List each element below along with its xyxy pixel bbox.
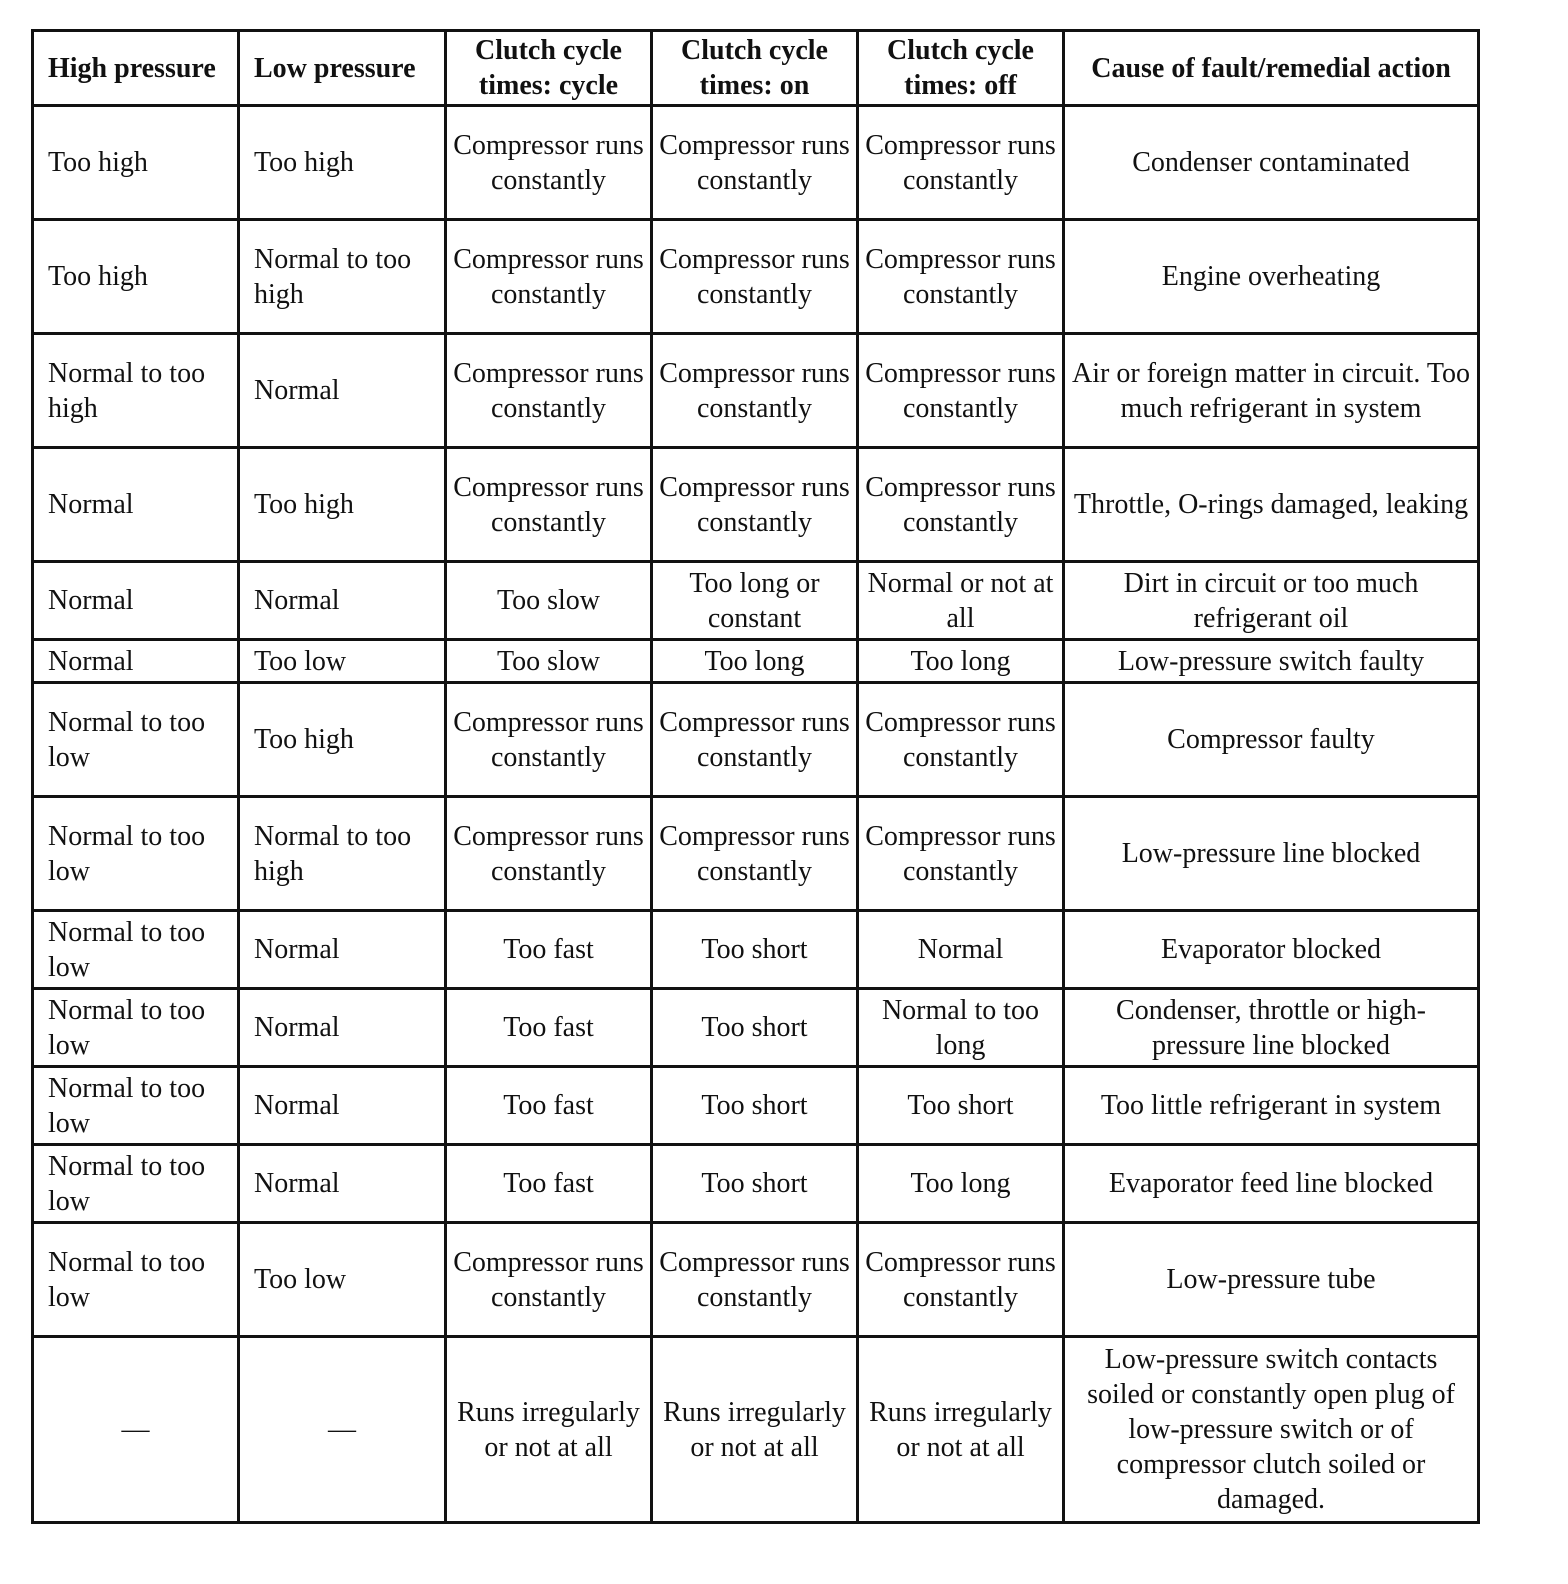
table-row — [33, 562, 1479, 640]
cell-high-pressure: Normal to too low — [33, 1145, 239, 1223]
cell-cause: Condenser contaminated — [1064, 106, 1479, 220]
cell-high-pressure: Normal — [33, 640, 239, 683]
cell-clutch-on: Compressor runs constantly — [652, 220, 858, 334]
cell-clutch-off: Compressor runs constantly — [858, 448, 1064, 562]
cell-cause: Dirt in circuit or too much refrigerant oil — [1064, 562, 1479, 640]
table-row — [33, 797, 1479, 911]
cell-high-pressure: Normal to too low — [33, 1067, 239, 1145]
cell-clutch-on: Compressor runs constantly — [652, 1223, 858, 1337]
cell-clutch-cycle: Compressor runs constantly — [446, 797, 652, 911]
table-header-row — [33, 31, 1479, 106]
header-clutch-cycle: Clutch cycle times: cycle — [446, 31, 652, 106]
header-clutch-off: Clutch cycle times: off — [858, 31, 1064, 106]
header-low-pressure: Low pressure — [239, 31, 446, 106]
table-row — [33, 1145, 1479, 1223]
table-body — [33, 106, 1479, 1523]
cell-cause: Low-pressure switch contacts soiled or constantly open plug of low-pressure switch or of compressor clutch soiled or damaged. — [1064, 1337, 1479, 1523]
cell-clutch-off: Too short — [858, 1067, 1064, 1145]
cell-clutch-cycle: Compressor runs constantly — [446, 106, 652, 220]
cell-cause: Low-pressure line blocked — [1064, 797, 1479, 911]
cell-low-pressure: Normal — [239, 989, 446, 1067]
cell-cause: Evaporator blocked — [1064, 911, 1479, 989]
cell-cause: Engine overheating — [1064, 220, 1479, 334]
cell-clutch-on: Compressor runs constantly — [652, 797, 858, 911]
table-row — [33, 1337, 1479, 1523]
cell-clutch-on: Compressor runs constantly — [652, 448, 858, 562]
header-cause: Cause of fault/remedial action — [1064, 31, 1479, 106]
cell-clutch-cycle: Too fast — [446, 1145, 652, 1223]
cell-clutch-on: Too short — [652, 911, 858, 989]
cell-clutch-on: Too long or constant — [652, 562, 858, 640]
table-row — [33, 1223, 1479, 1337]
cell-clutch-cycle: Compressor runs constantly — [446, 334, 652, 448]
cell-low-pressure: Normal — [239, 1145, 446, 1223]
cell-clutch-cycle: Compressor runs constantly — [446, 1223, 652, 1337]
cell-low-pressure: Normal to too high — [239, 797, 446, 911]
table-row — [33, 989, 1479, 1067]
cell-clutch-on: Compressor runs constantly — [652, 106, 858, 220]
cell-clutch-cycle: Too fast — [446, 989, 652, 1067]
cell-clutch-off: Compressor runs constantly — [858, 683, 1064, 797]
cell-clutch-off: Too long — [858, 1145, 1064, 1223]
cell-low-pressure: Normal to too high — [239, 220, 446, 334]
cell-clutch-off: Compressor runs constantly — [858, 106, 1064, 220]
cell-high-pressure: Normal — [33, 562, 239, 640]
cell-high-pressure: Too high — [33, 220, 239, 334]
fault-diagnosis-table — [31, 29, 1480, 1524]
cell-cause: Low-pressure tube — [1064, 1223, 1479, 1337]
cell-clutch-on: Too short — [652, 1145, 858, 1223]
cell-low-pressure: Too low — [239, 640, 446, 683]
cell-high-pressure: Normal — [33, 448, 239, 562]
cell-clutch-off: Compressor runs constantly — [858, 220, 1064, 334]
cell-cause: Too little refrigerant in system — [1064, 1067, 1479, 1145]
table-row — [33, 334, 1479, 448]
cell-low-pressure: Too low — [239, 1223, 446, 1337]
cell-clutch-on: Compressor runs constantly — [652, 683, 858, 797]
cell-cause: Low-pressure switch faulty — [1064, 640, 1479, 683]
cell-clutch-off: Compressor runs constantly — [858, 797, 1064, 911]
cell-high-pressure: Normal to too low — [33, 1223, 239, 1337]
cell-low-pressure: Normal — [239, 334, 446, 448]
cell-clutch-on: Too short — [652, 1067, 858, 1145]
cell-clutch-cycle: Too fast — [446, 1067, 652, 1145]
cell-cause: Evaporator feed line blocked — [1064, 1145, 1479, 1223]
cell-low-pressure: Too high — [239, 448, 446, 562]
cell-clutch-on: Compressor runs constantly — [652, 334, 858, 448]
cell-low-pressure: — — [239, 1337, 446, 1523]
table-row — [33, 640, 1479, 683]
cell-high-pressure: — — [33, 1337, 239, 1523]
cell-high-pressure: Normal to too high — [33, 334, 239, 448]
cell-clutch-off: Normal to too long — [858, 989, 1064, 1067]
cell-cause: Compressor faulty — [1064, 683, 1479, 797]
cell-high-pressure: Normal to too low — [33, 989, 239, 1067]
cell-clutch-off: Normal or not at all — [858, 562, 1064, 640]
table-row — [33, 106, 1479, 220]
cell-clutch-on: Runs irregularly or not at all — [652, 1337, 858, 1523]
cell-clutch-off: Runs irregularly or not at all — [858, 1337, 1064, 1523]
header-clutch-on: Clutch cycle times: on — [652, 31, 858, 106]
table-row — [33, 448, 1479, 562]
cell-cause: Condenser, throttle or high-pressure line blocked — [1064, 989, 1479, 1067]
cell-clutch-off: Compressor runs constantly — [858, 334, 1064, 448]
cell-clutch-cycle: Compressor runs constantly — [446, 448, 652, 562]
table-row — [33, 911, 1479, 989]
table-row — [33, 220, 1479, 334]
cell-clutch-on: Too long — [652, 640, 858, 683]
cell-clutch-cycle: Too fast — [446, 911, 652, 989]
cell-high-pressure: Normal to too low — [33, 683, 239, 797]
cell-clutch-off: Normal — [858, 911, 1064, 989]
cell-clutch-cycle: Too slow — [446, 640, 652, 683]
cell-low-pressure: Normal — [239, 1067, 446, 1145]
cell-clutch-on: Too short — [652, 989, 858, 1067]
cell-low-pressure: Normal — [239, 911, 446, 989]
cell-high-pressure: Normal to too low — [33, 911, 239, 989]
cell-high-pressure: Too high — [33, 106, 239, 220]
cell-cause: Air or foreign matter in circuit. Too much refrigerant in system — [1064, 334, 1479, 448]
cell-clutch-cycle: Compressor runs constantly — [446, 220, 652, 334]
cell-clutch-off: Compressor runs constantly — [858, 1223, 1064, 1337]
table-row — [33, 1067, 1479, 1145]
table-row — [33, 683, 1479, 797]
cell-low-pressure: Normal — [239, 562, 446, 640]
cell-clutch-cycle: Runs irregularly or not at all — [446, 1337, 652, 1523]
cell-high-pressure: Normal to too low — [33, 797, 239, 911]
cell-low-pressure: Too high — [239, 106, 446, 220]
cell-low-pressure: Too high — [239, 683, 446, 797]
cell-clutch-off: Too long — [858, 640, 1064, 683]
cell-cause: Throttle, O-rings damaged, leaking — [1064, 448, 1479, 562]
cell-clutch-cycle: Compressor runs constantly — [446, 683, 652, 797]
cell-clutch-cycle: Too slow — [446, 562, 652, 640]
header-high-pressure: High pressure — [33, 31, 239, 106]
